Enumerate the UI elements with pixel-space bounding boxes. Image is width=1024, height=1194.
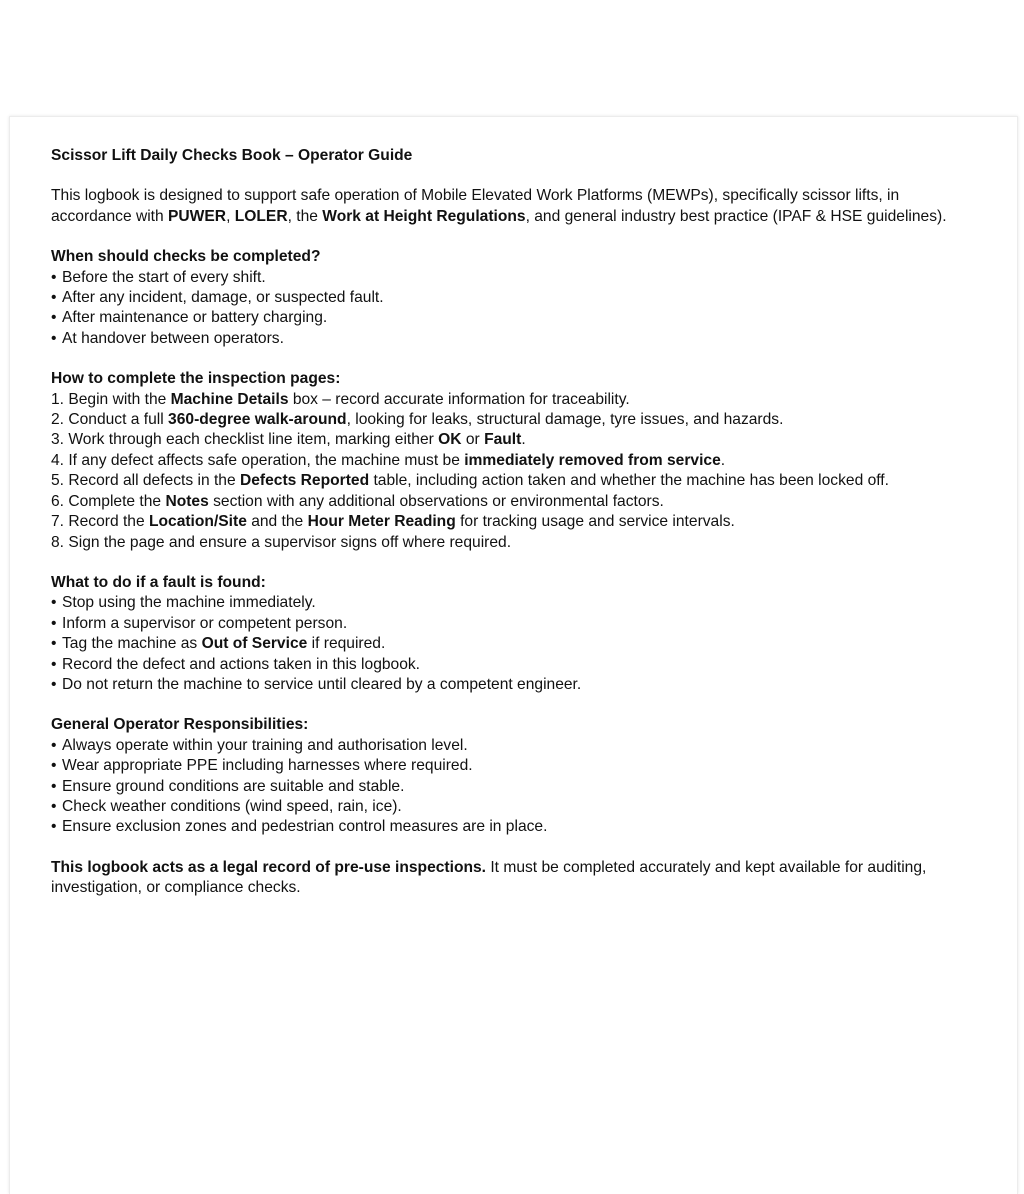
step-item: 1. Begin with the Machine Details box – record accurate information for traceability. bbox=[51, 390, 630, 408]
list-item: • Always operate within your training and authorisation level. bbox=[51, 736, 468, 754]
intro-paragraph: This logbook is designed to support safe operation of Mobile Elevated Work Platforms (MEWPs), specifically scissor lifts, in accordance with PUWER, LOLER, the Work at Height Regulations, and general industry best practice (IPAF & HSE guidelines). bbox=[51, 187, 947, 225]
list-item: • Wear appropriate PPE including harnesses where required. bbox=[51, 757, 473, 775]
list-item: • Do not return the machine to service until cleared by a competent engineer. bbox=[51, 675, 582, 693]
list-item: • Tag the machine as Out of Service if required. bbox=[51, 635, 386, 653]
section-heading-fault: What to do if a fault is found: bbox=[51, 573, 266, 591]
list-item: • Stop using the machine immediately. bbox=[51, 594, 316, 612]
step-item: 2. Conduct a full 360-degree walk-around, looking for leaks, structural damage, tyre issues, and hazards. bbox=[51, 411, 784, 429]
when-list bbox=[51, 268, 981, 350]
page-title: Scissor Lift Daily Checks Book – Operator Guide bbox=[51, 147, 413, 164]
top-margin bbox=[0, 0, 1024, 116]
step-item: 6. Complete the Notes section with any additional observations or environmental factors. bbox=[51, 492, 664, 510]
list-item: • Record the defect and actions taken in this logbook. bbox=[51, 655, 421, 673]
list-item: • After any incident, damage, or suspected fault. bbox=[51, 289, 384, 307]
list-item: • Inform a supervisor or competent person. bbox=[51, 614, 348, 632]
footer-note: This logbook acts as a legal record of pre-use inspections. It must be completed accurately and kept available for auditing, investigation, or compliance checks. bbox=[51, 858, 927, 897]
list-item: • Before the start of every shift. bbox=[51, 268, 266, 286]
step-item: 3. Work through each checklist line item, marking either OK or Fault. bbox=[51, 431, 526, 449]
section-heading-how: How to complete the inspection pages: bbox=[51, 370, 341, 388]
step-item: 5. Record all defects in the Defects Reported table, including action taken and whether the machine has been locked off. bbox=[51, 472, 889, 490]
step-item: 8. Sign the page and ensure a supervisor signs off where required. bbox=[51, 533, 512, 551]
step-item: 4. If any defect affects safe operation, the machine must be immediately removed from service. bbox=[51, 451, 726, 469]
how-steps-list bbox=[51, 390, 981, 553]
list-item: • After maintenance or battery charging. bbox=[51, 309, 328, 327]
document-content bbox=[51, 146, 981, 899]
list-item: • At handover between operators. bbox=[51, 329, 284, 347]
section-heading-responsibilities: General Operator Responsibilities: bbox=[51, 716, 309, 734]
list-item: • Ensure ground conditions are suitable and stable. bbox=[51, 777, 405, 795]
list-item: • Check weather conditions (wind speed, rain, ice). bbox=[51, 797, 402, 815]
section-heading-when: When should checks be completed? bbox=[51, 248, 321, 266]
responsibilities-list bbox=[51, 736, 981, 838]
fault-list bbox=[51, 593, 981, 695]
step-item: 7. Record the Location/Site and the Hour Meter Reading for tracking usage and service intervals. bbox=[51, 513, 735, 531]
list-item: • Ensure exclusion zones and pedestrian control measures are in place. bbox=[51, 818, 548, 836]
